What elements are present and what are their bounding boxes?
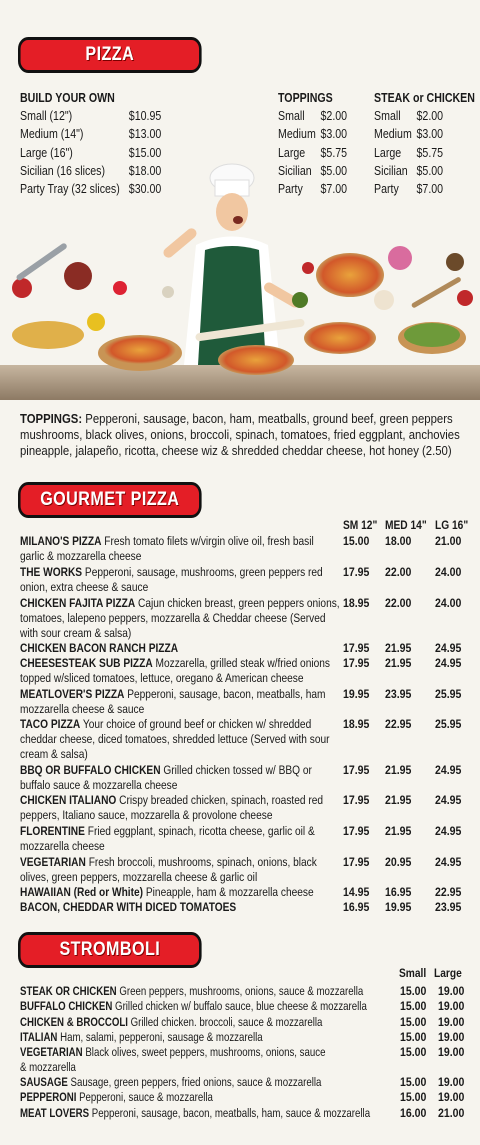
- chef-hero-image: [0, 150, 480, 400]
- steak-size-label: Small: [374, 109, 401, 124]
- steak-size-label: Medium: [374, 127, 412, 142]
- stromboli-price-large: 19.00: [438, 1015, 465, 1029]
- steak-size-price: $5.75: [416, 145, 444, 160]
- topping-size-label: Small: [278, 109, 305, 124]
- gourmet-item-name: CHICKEN BACON RANCH PIZZA: [20, 641, 179, 655]
- gourmet-price-lg: 25.95: [435, 687, 462, 701]
- gourmet-item-name: BBQ OR BUFFALO CHICKEN: [20, 763, 161, 777]
- gourmet-price-sm: 15.00: [343, 534, 370, 548]
- gourmet-item-name: CHEESESTEAK SUB PIZZA: [20, 656, 153, 670]
- stromboli-price-small: 15.00: [400, 1030, 427, 1044]
- stromboli-price-small: 15.00: [400, 1075, 427, 1089]
- topping-size-label: Large: [278, 145, 306, 160]
- steak-size-price: $7.00: [416, 182, 444, 197]
- stromboli-price-large: 19.00: [438, 999, 465, 1013]
- gourmet-item-name: MEATLOVER'S PIZZA: [20, 687, 125, 701]
- steak-chicken-header: STEAK or CHICKEN: [374, 91, 475, 105]
- steak-size-price: $2.00: [416, 109, 444, 124]
- gourmet-item-name: CHICKEN ITALIANO: [20, 793, 117, 807]
- topping-size-row: [278, 125, 347, 143]
- stromboli-item-desc: Sausage, green peppers, fried onions, sauce & mozzarella: [70, 1075, 322, 1089]
- gourmet-price-sm: 16.95: [343, 900, 370, 914]
- toppings-list-label: TOPPINGS:: [20, 412, 83, 426]
- topping-size-row: [278, 107, 347, 125]
- gourmet-price-med: 23.95: [385, 687, 412, 701]
- stromboli-price-large: 19.00: [438, 984, 465, 998]
- stromboli-item-name: SAUSAGE: [20, 1075, 68, 1089]
- topping-size-price: $7.00: [320, 182, 348, 197]
- steak-size-label: Sicilian: [374, 163, 408, 178]
- gourmet-price-med: 21.95: [385, 793, 412, 807]
- gourmet-price-med: 22.00: [385, 596, 412, 610]
- gourmet-price-sm: 17.95: [343, 641, 370, 655]
- topping-size-label: Medium: [278, 127, 316, 142]
- gourmet-item-name: MILANO'S PIZZA: [20, 534, 102, 548]
- stromboli-item-desc: Grilled chicken w/ buffalo sauce, blue cheese & mozzarella: [115, 999, 367, 1013]
- steak-size-price: $5.00: [416, 163, 444, 178]
- gourmet-item-desc: Grilled chicken tossed w/ BBQ or buffalo sauce & mozzarella cheese: [20, 763, 312, 793]
- gourmet-item-desc: Pepperoni, sausage, bacon, meatballs, ham mozzarella cheese & sauce: [20, 687, 326, 717]
- gourmet-item-desc: Fresh broccoli, mushrooms, spinach, onions, black olives, green peppers, mozzarella cheese & garlic oil: [20, 855, 317, 885]
- stromboli-item-name: PEPPERONI: [20, 1090, 77, 1104]
- steak-size-price: $3.00: [416, 127, 444, 142]
- stromboli-item-name: VEGETARIAN: [20, 1045, 83, 1059]
- build-size-label: Small (12"): [20, 109, 73, 124]
- topping-size-label: Party: [278, 182, 303, 197]
- gourmet-price-lg: 24.95: [435, 763, 462, 777]
- gourmet-item-desc: Pineapple, ham & mozzarella cheese: [145, 885, 314, 899]
- stromboli-item-name: CHICKEN & BROCCOLI: [20, 1015, 128, 1029]
- gourmet-price-lg: 24.95: [435, 824, 462, 838]
- stromboli-price-large: 21.00: [438, 1106, 465, 1120]
- gourmet-price-lg: 24.00: [435, 596, 462, 610]
- gourmet-price-med: 16.95: [385, 885, 412, 899]
- gourmet-price-lg: 24.00: [435, 565, 462, 579]
- topping-size-price: $2.00: [320, 109, 348, 124]
- pizza-flying: [316, 253, 384, 297]
- gourmet-item-desc: Your choice of ground beef or chicken w/ shredded cheddar cheese, diced tomatoes, shredded lettuce (Served with sour cream & salsa): [20, 717, 330, 762]
- gourmet-price-med: 21.95: [385, 656, 412, 670]
- gourmet-price-med: 21.95: [385, 641, 412, 655]
- gourmet-price-lg: 24.95: [435, 793, 462, 807]
- stromboli-item-name: MEAT LOVERS: [20, 1106, 90, 1120]
- build-size-price: $13.00: [128, 127, 162, 142]
- col-small: Small: [399, 966, 427, 980]
- build-size-price: $18.00: [128, 163, 162, 178]
- stromboli-price-large: 19.00: [438, 1090, 465, 1104]
- gourmet-price-med: 22.00: [385, 565, 412, 579]
- steak-size-label: Large: [374, 145, 402, 160]
- pizza-center: [218, 345, 294, 375]
- gourmet-pizza-banner: GOURMET PIZZA: [18, 482, 202, 518]
- build-size-label: Party Tray (32 slices): [20, 182, 120, 197]
- gourmet-price-sm: 17.95: [343, 793, 370, 807]
- stromboli-item: [20, 1045, 420, 1075]
- gourmet-price-sm: 17.95: [343, 656, 370, 670]
- toppings-header: TOPPINGS: [278, 91, 333, 105]
- gourmet-price-lg: 25.95: [435, 717, 462, 731]
- gourmet-item-name: CHICKEN FAJITA PIZZA: [20, 596, 136, 610]
- stromboli-item-desc: Pepperoni, sausage, bacon, meatballs, ham, sauce & mozzarella: [91, 1106, 371, 1120]
- stromboli-item-name: BUFFALO CHICKEN: [20, 999, 113, 1013]
- gourmet-item-desc: Cajun chicken breast, green peppers onions, tomatoes, lalepeno peppers, mozzarella & Cheddar cheese (Served with sour cream & salsa): [20, 596, 340, 641]
- gourmet-item-desc: Pepperoni, sausage, mushrooms, green peppers red onion, extra cheese & sauce: [20, 565, 323, 595]
- build-size-label: Medium (14"): [20, 127, 84, 142]
- gourmet-item-desc: Crispy breaded chicken, spinach, roasted red peppers, Italiano sauce, mozzarella & provolone cheese: [20, 793, 324, 823]
- gourmet-price-sm: 17.95: [343, 763, 370, 777]
- col-med: MED 14": [385, 518, 427, 532]
- gourmet-item-name: THE WORKS: [20, 565, 83, 579]
- steak-size-label: Party: [374, 182, 399, 197]
- gourmet-price-lg: 23.95: [435, 900, 462, 914]
- col-large: Large: [434, 966, 462, 980]
- topping-size-price: $5.00: [320, 163, 348, 178]
- build-size-label: Sicilian (16 slices): [20, 163, 106, 178]
- steak-size-row: [374, 107, 475, 125]
- stromboli-price-small: 15.00: [400, 1015, 427, 1029]
- build-size-price: $10.95: [128, 109, 162, 124]
- gourmet-item-name: TACO PIZZA: [20, 717, 81, 731]
- stromboli-item-desc: Ham, salami, pepperoni, sausage & mozzarella: [60, 1030, 263, 1044]
- gourmet-item-name: FLORENTINE: [20, 824, 85, 838]
- gourmet-price-sm: 17.95: [343, 565, 370, 579]
- stromboli-item-desc: Pepperoni, sauce & mozzarella: [79, 1090, 213, 1104]
- build-size-price: $30.00: [128, 182, 162, 197]
- steak-size-row: [374, 125, 475, 143]
- stromboli-item-name: STEAK OR CHICKEN: [20, 984, 117, 998]
- stromboli-price-small: 15.00: [400, 984, 427, 998]
- topping-size-label: Sicilian: [278, 163, 312, 178]
- pizza-left: [104, 336, 176, 364]
- stromboli-item-name: ITALIAN: [20, 1030, 58, 1044]
- gourmet-item-desc: Mozzarella, grilled steak w/fried onions topped w/sliced tomatoes, lettuce, oregano & American cheese: [20, 656, 331, 686]
- gourmet-price-med: 22.95: [385, 717, 412, 731]
- gourmet-price-med: 19.95: [385, 900, 412, 914]
- gourmet-price-lg: 21.00: [435, 534, 462, 548]
- stromboli-price-large: 19.00: [438, 1075, 465, 1089]
- gourmet-item-desc: Fried eggplant, spinach, ricotta cheese, garlic oil & mozzarella cheese: [20, 824, 315, 854]
- topping-size-price: $5.75: [320, 145, 348, 160]
- stromboli-item-desc: Grilled chicken. broccoli, sauce & mozzarella: [130, 1015, 323, 1029]
- col-lg: LG 16": [435, 518, 469, 532]
- build-size-row: [20, 107, 161, 125]
- gourmet-price-lg: 24.95: [435, 855, 462, 869]
- build-size-price: $15.00: [128, 145, 162, 160]
- gourmet-item-name: HAWAIIAN (Red or White): [20, 885, 144, 899]
- build-size-row: [20, 125, 161, 143]
- topping-size-price: $3.00: [320, 127, 348, 142]
- build-size-label: Large (16"): [20, 145, 73, 160]
- gourmet-price-med: 20.95: [385, 855, 412, 869]
- build-your-own-header: BUILD YOUR OWN: [20, 91, 115, 105]
- gourmet-item-desc: Fresh tomato filets w/virgin olive oil, fresh basil garlic & mozzarella cheese: [20, 534, 314, 564]
- gourmet-item-name: VEGETARIAN: [20, 855, 86, 869]
- gourmet-price-med: 21.95: [385, 763, 412, 777]
- gourmet-item-name: BACON, CHEDDAR WITH DICED TOMATOES: [20, 900, 237, 914]
- gourmet-price-sm: 17.95: [343, 824, 370, 838]
- stromboli-price-large: 19.00: [438, 1045, 465, 1059]
- gourmet-price-sm: 18.95: [343, 596, 370, 610]
- stromboli-item-desc: Black olives, sweet peppers, mushrooms, onions, sauce & mozzarella: [20, 1045, 326, 1075]
- gourmet-price-sm: 17.95: [343, 855, 370, 869]
- stromboli-price-small: 16.00: [400, 1106, 427, 1120]
- gourmet-price-sm: 19.95: [343, 687, 370, 701]
- gourmet-price-lg: 24.95: [435, 641, 462, 655]
- gourmet-price-lg: 22.95: [435, 885, 462, 899]
- stromboli-item-desc: Green peppers, mushrooms, onions, sauce & mozzarella: [119, 984, 364, 998]
- toppings-list-text: Pepperoni, sausage, bacon, ham, meatballs, ground beef, green peppers mushrooms, black olives, onions, broccoli, spinach, tomatoes, fried eggplant, anchovies pineapple, jalapeño, ricotta, cheese wiz & shredded cheddar cheese, hot honey (2.50): [20, 412, 460, 458]
- stromboli-price-small: 15.00: [400, 1090, 427, 1104]
- gourmet-price-med: 21.95: [385, 824, 412, 838]
- stromboli-price-small: 15.00: [400, 999, 427, 1013]
- col-sm: SM 12": [343, 518, 378, 532]
- toppings-list: [20, 411, 470, 459]
- stromboli-price-small: 15.00: [400, 1045, 427, 1059]
- gourmet-price-sm: 18.95: [343, 717, 370, 731]
- gourmet-price-lg: 24.95: [435, 656, 462, 670]
- stromboli-banner: STROMBOLI: [18, 932, 202, 968]
- stromboli-price-large: 19.00: [438, 1030, 465, 1044]
- gourmet-price-med: 18.00: [385, 534, 412, 548]
- pizza-banner: PIZZA: [18, 37, 202, 73]
- gourmet-price-sm: 14.95: [343, 885, 370, 899]
